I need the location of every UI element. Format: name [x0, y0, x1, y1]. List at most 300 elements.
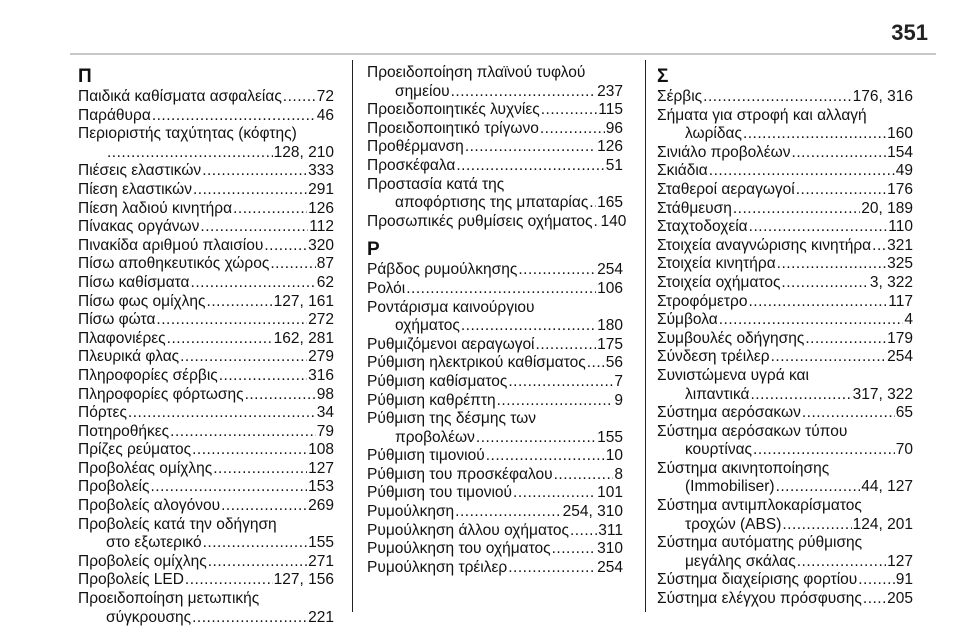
page-reference[interactable]: 20, 189 — [861, 199, 913, 217]
page-reference[interactable]: 179 — [887, 329, 913, 347]
page-reference[interactable]: 98 — [316, 385, 334, 403]
index-entry — [78, 255, 334, 274]
dot-leader — [536, 336, 597, 355]
index-entry — [78, 367, 334, 386]
page-reference[interactable]: 127 — [308, 459, 334, 477]
dot-leader — [709, 162, 895, 181]
dot-leader — [264, 237, 307, 256]
index-entry — [657, 497, 913, 534]
entry-term: Ρύθμιση καθίσματος — [367, 372, 508, 390]
page-reference[interactable]: 3, 322 — [869, 273, 913, 291]
page-reference[interactable]: 325 — [887, 255, 913, 273]
entry-term: Ρυμούλκηση άλλου οχήματος — [367, 521, 569, 539]
page-reference[interactable]: 269 — [308, 497, 334, 515]
dot-leader — [451, 83, 597, 102]
entry-term-continuation: μεγάλης σκάλας — [685, 552, 796, 570]
page-reference[interactable]: 106 — [597, 279, 623, 297]
index-column-1 — [78, 64, 334, 627]
dot-leader — [486, 447, 605, 466]
dot-leader — [191, 274, 316, 293]
page-reference[interactable]: 221 — [308, 608, 334, 626]
index-entry — [78, 218, 334, 237]
page-reference[interactable]: 160 — [887, 125, 913, 143]
index-entry — [367, 138, 623, 157]
entry-term: Προβολείς LED — [78, 571, 184, 589]
page-reference[interactable]: 34 — [316, 404, 334, 422]
header-rule — [70, 53, 936, 55]
dot-leader — [570, 522, 597, 541]
dot-leader — [508, 373, 613, 392]
index-entry — [657, 107, 913, 144]
index-entry — [78, 553, 334, 572]
index-entry — [657, 460, 913, 497]
dot-leader — [461, 317, 596, 336]
entry-term: Προβολείς αλογόνου — [78, 497, 221, 515]
page-reference[interactable]: 7 — [614, 372, 623, 390]
entry-term: Πίσω καθίσματα — [78, 273, 190, 291]
entry-term: Ροντάρισμα καινούργιου — [367, 298, 535, 316]
entry-term: Ρύθμιση του προσκέφαλου — [367, 465, 553, 483]
dot-leader — [207, 293, 273, 312]
entry-term-continuation: οχήματος — [395, 317, 460, 335]
entry-term: Ρύθμιση ηλεκτρικού καθίσματος — [367, 354, 586, 372]
page-reference[interactable]: 127, 156 — [273, 571, 334, 589]
index-entry — [78, 404, 334, 423]
index-entry — [78, 460, 334, 479]
index-column-3 — [657, 64, 913, 609]
entry-term-continuation: κουρτίνας — [685, 441, 753, 459]
index-entry — [657, 330, 913, 349]
dot-leader — [753, 441, 895, 460]
page-number: 351 — [891, 20, 928, 45]
column-divider — [645, 60, 646, 612]
dot-leader — [792, 144, 887, 163]
entry-term: Πίνακας οργάνων — [78, 218, 200, 236]
index-entry — [657, 534, 913, 571]
entry-term-continuation: προβολέων — [395, 428, 475, 446]
dot-leader — [156, 311, 307, 330]
entry-term: Σήματα για στροφή και αλλαγή — [657, 106, 867, 124]
page-reference[interactable]: 8 — [614, 465, 623, 483]
page-reference[interactable]: 101 — [597, 484, 623, 502]
dot-leader — [233, 200, 307, 219]
section-letter: Π — [78, 66, 92, 87]
page-reference[interactable]: 140 — [600, 212, 627, 230]
dot-leader — [719, 311, 904, 330]
entry-term: Πλαφονιέρες — [78, 329, 166, 347]
entry-term: Σταθεροί αεραγωγοί — [657, 180, 795, 198]
dot-leader — [748, 293, 887, 312]
page-reference[interactable]: 237 — [597, 82, 623, 100]
page-reference[interactable]: 91 — [895, 571, 913, 589]
dot-leader — [750, 386, 851, 405]
entry-term: Παράθυρα — [78, 106, 151, 124]
page-reference[interactable]: 154 — [887, 143, 913, 161]
page-reference[interactable]: 320 — [308, 236, 334, 254]
page-reference[interactable]: 72 — [316, 88, 334, 105]
index-entry — [657, 144, 913, 163]
dot-leader — [180, 348, 307, 367]
entry-term: Πίσω φώτα — [78, 311, 156, 329]
entry-term: Ρολόι — [367, 279, 406, 297]
index-entry — [657, 88, 913, 107]
dot-leader — [455, 503, 562, 522]
page-reference[interactable]: 279 — [308, 348, 334, 366]
index-entry — [367, 280, 623, 299]
index-entry — [78, 497, 334, 516]
entry-term: Ποτηροθήκες — [78, 422, 170, 440]
page-reference[interactable]: 46 — [316, 106, 334, 124]
page-reference[interactable]: 311 — [598, 521, 623, 539]
page-reference[interactable]: 165 — [597, 194, 623, 212]
index-entry — [78, 516, 334, 553]
index-entry — [367, 466, 623, 485]
index-entry — [78, 386, 334, 405]
index-entry — [367, 503, 623, 522]
entry-term: Σινιάλο προβολέων — [657, 143, 791, 161]
index-entry — [367, 484, 623, 503]
entry-term: Σύστημα αυτόματης ρύθμισης — [657, 534, 863, 552]
page-reference[interactable]: 153 — [308, 478, 334, 496]
dot-leader — [776, 478, 861, 497]
entry-term: Πρίζες ρεύματος — [78, 441, 192, 459]
page-reference[interactable]: 117 — [888, 292, 913, 310]
entry-term: Σέρβις — [657, 88, 703, 105]
entry-term: Πίεση ελαστικών — [78, 180, 192, 198]
page-reference[interactable]: 112 — [309, 218, 334, 236]
entry-term: Σύμβολα — [657, 311, 718, 329]
entry-term: Πίεση λαδιού κινητήρα — [78, 199, 233, 217]
entry-term: Ράβδος ρυμούλκησης — [367, 261, 518, 279]
entry-term: Ρυμούλκηση τρέιλερ — [367, 558, 508, 576]
dot-leader — [283, 88, 316, 107]
page-reference[interactable]: 333 — [308, 162, 334, 180]
page-reference[interactable]: 115 — [598, 101, 623, 119]
dot-leader — [552, 540, 597, 559]
index-entry — [367, 120, 623, 139]
dot-leader — [863, 590, 886, 609]
index-entry — [367, 354, 623, 373]
dot-leader — [200, 218, 308, 237]
entry-term: Περιοριστής ταχύτητας (κόφτης) — [78, 125, 297, 143]
dot-leader — [245, 386, 316, 405]
entry-term: Στροφόμετρο — [657, 292, 748, 310]
dot-leader — [771, 348, 887, 367]
dot-leader — [858, 571, 895, 590]
index-entry — [78, 162, 334, 181]
dot-leader — [213, 460, 307, 479]
index-entry — [657, 348, 913, 367]
dot-leader — [540, 120, 605, 139]
entry-term: Προβολείς — [78, 478, 150, 496]
entry-term: Προσκέφαλα — [367, 156, 456, 174]
entry-term: Σύνδεση τρέιλερ — [657, 348, 770, 366]
dot-leader — [777, 255, 886, 274]
index-entry — [657, 367, 913, 404]
page-reference[interactable]: 272 — [308, 311, 334, 329]
index-entry — [657, 255, 913, 274]
index-entry — [78, 274, 334, 293]
page-reference[interactable]: 126 — [597, 138, 623, 156]
dot-leader — [805, 330, 886, 349]
page-reference[interactable]: 155 — [597, 428, 623, 446]
entry-term: Ρύθμιση τιμονιού — [367, 447, 485, 465]
dot-leader — [513, 484, 596, 503]
dot-leader — [152, 107, 316, 126]
entry-term: Σύστημα ελέγχου πρόσφυσης — [657, 590, 862, 608]
dot-leader — [476, 429, 596, 448]
index-entry — [78, 348, 334, 367]
index-entry — [657, 293, 913, 312]
index-entry — [78, 88, 334, 107]
entry-term-continuation: λιπαντικά — [685, 385, 750, 403]
dot-leader — [219, 367, 307, 386]
dot-leader — [802, 404, 895, 423]
index-entry — [78, 107, 334, 126]
index-entry — [657, 200, 913, 219]
entry-term: Πλευρικά φλας — [78, 348, 180, 366]
page-reference[interactable]: 321 — [887, 236, 913, 254]
entry-term: Συμβουλές οδήγησης — [657, 329, 805, 347]
index-entry — [78, 478, 334, 497]
entry-term-continuation: σύγκρουσης — [106, 608, 192, 626]
index-entry — [657, 404, 913, 423]
entry-term: Σύστημα αντιμπλοκαρίσματος — [657, 497, 862, 515]
page-reference[interactable]: 127, 161 — [273, 292, 334, 310]
index-entry — [78, 293, 334, 312]
page-reference[interactable]: 62 — [316, 273, 334, 291]
entry-term: Προβολέας ομίχλης — [78, 459, 213, 477]
index-entry — [657, 181, 913, 200]
page-reference[interactable]: 310 — [597, 540, 623, 558]
entry-term: Σύστημα αερόσακων — [657, 404, 801, 422]
entry-term: Πιέσεις ελαστικών — [78, 162, 202, 180]
entry-term: Προειδοποιητικές λυχνίες — [367, 101, 540, 119]
entry-term: Προβολείς ομίχλης — [78, 552, 207, 570]
page-reference[interactable]: 254, 310 — [562, 503, 623, 521]
page-reference[interactable]: 110 — [888, 218, 913, 236]
dot-leader — [202, 162, 307, 181]
dot-leader — [743, 125, 886, 144]
index-entry — [78, 181, 334, 200]
dot-leader — [508, 559, 596, 578]
page-reference[interactable]: 271 — [308, 552, 334, 570]
entry-term: Σύστημα διαχείρισης φορτίου — [657, 571, 858, 589]
index-entry — [367, 559, 623, 578]
entry-term: Ρυμούλκηση του οχήματος — [367, 540, 551, 558]
entry-term: Πόρτες — [78, 404, 127, 422]
index-entry — [657, 274, 913, 293]
index-entry — [367, 540, 623, 559]
dot-leader — [796, 181, 886, 200]
page-reference[interactable]: 124, 201 — [852, 515, 913, 533]
page-reference[interactable]: 65 — [895, 404, 913, 422]
dot-leader — [703, 88, 852, 107]
entry-term: Παιδικά καθίσματα ασφαλείας — [78, 88, 282, 105]
entry-term: Προθέρμανση — [367, 138, 464, 156]
dot-leader — [872, 237, 886, 256]
entry-term: Πίσω φως ομίχλης — [78, 292, 206, 310]
page-reference[interactable]: 87 — [316, 255, 334, 273]
page-reference[interactable]: 317, 322 — [852, 385, 913, 403]
dot-leader — [782, 516, 851, 535]
entry-term: Ρυμούλκηση — [367, 503, 455, 521]
dot-leader — [185, 571, 273, 590]
dot-leader — [170, 423, 316, 442]
entry-term-continuation: λωρίδας — [685, 125, 742, 143]
dot-leader — [541, 101, 598, 120]
dot-leader — [465, 138, 596, 157]
index-entry — [367, 176, 623, 213]
index-entry — [367, 101, 623, 120]
entry-term-continuation: τροχών (ABS) — [685, 515, 782, 533]
entry-term: Ρύθμιση της δέσμης των — [367, 410, 537, 428]
page-reference[interactable]: 254 — [597, 261, 623, 279]
column-divider — [352, 60, 353, 612]
entry-term: Πληροφορίες σέρβις — [78, 366, 218, 384]
index-entry — [78, 423, 334, 442]
entry-term: Προειδοποιητικό τρίγωνο — [367, 119, 539, 137]
index-entry — [367, 261, 623, 280]
index-entry — [367, 522, 623, 541]
entry-term: Προειδοποίηση μετωπικής — [78, 590, 260, 608]
index-entry — [367, 336, 623, 355]
dot-leader — [781, 274, 868, 293]
entry-term: Προειδοποίηση πλαϊνού τυφλού — [367, 64, 586, 81]
dot-leader — [587, 354, 605, 373]
page-reference[interactable]: 180 — [597, 317, 623, 335]
index-entry — [657, 311, 913, 330]
entry-term: Συνιστώμενα υγρά και — [657, 366, 809, 384]
dot-leader — [497, 392, 614, 411]
entry-term-continuation: αποφόρτισης της μπαταρίας — [395, 194, 589, 212]
page-reference[interactable]: 176, 316 — [852, 88, 913, 105]
index-entry — [78, 311, 334, 330]
index-entry — [78, 590, 334, 627]
index-entry — [367, 373, 623, 392]
entry-term: Προβολείς κατά την οδήγηση — [78, 515, 277, 533]
page-reference[interactable]: 126 — [308, 199, 334, 217]
entry-term-continuation: στο εξωτερικό — [106, 534, 202, 552]
dot-leader — [554, 466, 614, 485]
entry-term: Πληροφορίες φόρτωσης — [78, 385, 244, 403]
page-reference[interactable]: 291 — [308, 180, 334, 198]
dot-leader — [406, 280, 596, 299]
entry-term: Σκιάδια — [657, 162, 708, 180]
page-reference[interactable]: 51 — [605, 156, 623, 174]
entry-term: Προσωπικές ρυθμίσεις οχήματος — [367, 212, 593, 230]
dot-leader — [128, 404, 316, 423]
dot-leader — [589, 194, 596, 213]
page-reference[interactable]: 108 — [308, 441, 334, 459]
page-reference[interactable]: 205 — [887, 590, 913, 608]
index-entry — [367, 299, 623, 336]
dot-leader — [150, 478, 307, 497]
index-entry — [657, 162, 913, 181]
section-letter: Ρ — [367, 239, 380, 261]
entry-term: Σύστημα αερόσακων τύπου — [657, 422, 848, 440]
dot-leader — [167, 330, 273, 349]
index-entry — [657, 218, 913, 237]
page-reference[interactable]: 49 — [895, 162, 913, 180]
entry-term: Σταχτοδοχεία — [657, 218, 748, 236]
entry-term-continuation: σημείου — [395, 82, 450, 100]
entry-term: Στοιχεία οχήματος — [657, 273, 781, 291]
index-entry — [78, 330, 334, 349]
page-reference[interactable]: 9 — [614, 391, 623, 409]
page-reference[interactable]: 56 — [605, 354, 623, 372]
page-reference[interactable]: 254 — [597, 558, 623, 576]
index-entry — [367, 392, 623, 411]
dot-leader — [593, 213, 599, 232]
index-entry — [367, 410, 623, 447]
entry-term: Πίσω αποθηκευτικός χώρος — [78, 255, 270, 273]
page-reference[interactable]: 155 — [308, 534, 334, 552]
page-reference[interactable]: 44, 127 — [861, 478, 913, 496]
entry-term: Στοιχεία κινητήρα — [657, 255, 776, 273]
index-entry — [78, 125, 334, 162]
index-entry — [367, 447, 623, 466]
index-entry — [657, 237, 913, 256]
index-entry — [367, 157, 623, 176]
dot-leader — [192, 441, 307, 460]
index-entry — [78, 237, 334, 256]
entry-term-continuation: (Immobiliser) — [685, 478, 775, 496]
dot-leader — [797, 553, 886, 572]
index-entry — [657, 590, 913, 609]
dot-leader — [221, 497, 307, 516]
page-reference[interactable]: 127 — [887, 552, 913, 570]
entry-term: Πινακίδα αριθμού πλαισίου — [78, 236, 264, 254]
page-reference[interactable]: 176 — [887, 180, 913, 198]
dot-leader — [192, 609, 307, 628]
dot-leader — [456, 157, 604, 176]
entry-term: Ρύθμιση του τιμονιού — [367, 484, 513, 502]
dot-leader — [193, 181, 307, 200]
section-letter: Σ — [657, 66, 669, 87]
dot-leader — [270, 255, 315, 274]
page-reference[interactable]: 4 — [904, 311, 913, 329]
page-reference[interactable]: 175 — [597, 335, 623, 353]
index-entry — [78, 441, 334, 460]
entry-term: Στοιχεία αναγνώρισης κινητήρα — [657, 236, 872, 254]
entry-term: Σύστημα ακινητοποίησης — [657, 459, 830, 477]
dot-leader — [208, 553, 307, 572]
dot-leader — [203, 534, 308, 553]
page-reference[interactable]: 79 — [316, 422, 334, 440]
page-reference[interactable]: 10 — [605, 447, 623, 465]
page-reference[interactable]: 254 — [887, 348, 913, 366]
entry-term: Προστασία κατά της — [367, 175, 505, 193]
index-entry — [367, 212, 627, 232]
index-entry — [78, 571, 334, 590]
index-entry — [78, 200, 334, 219]
page-reference[interactable]: 316 — [308, 366, 334, 384]
entry-term: Ρύθμιση καθρέπτη — [367, 391, 496, 409]
dot-leader — [518, 261, 596, 280]
entry-term: Στάθμευση — [657, 199, 732, 217]
dot-leader — [107, 144, 273, 163]
dot-leader — [749, 218, 888, 237]
page-reference[interactable]: 96 — [605, 119, 623, 137]
index-entry — [657, 423, 913, 460]
page-reference[interactable]: 70 — [895, 441, 913, 459]
page-reference[interactable]: 162, 281 — [273, 329, 334, 347]
index-entry — [657, 571, 913, 590]
dot-leader — [733, 200, 860, 219]
page-reference[interactable]: 128, 210 — [273, 143, 334, 161]
index-entry — [367, 64, 623, 101]
